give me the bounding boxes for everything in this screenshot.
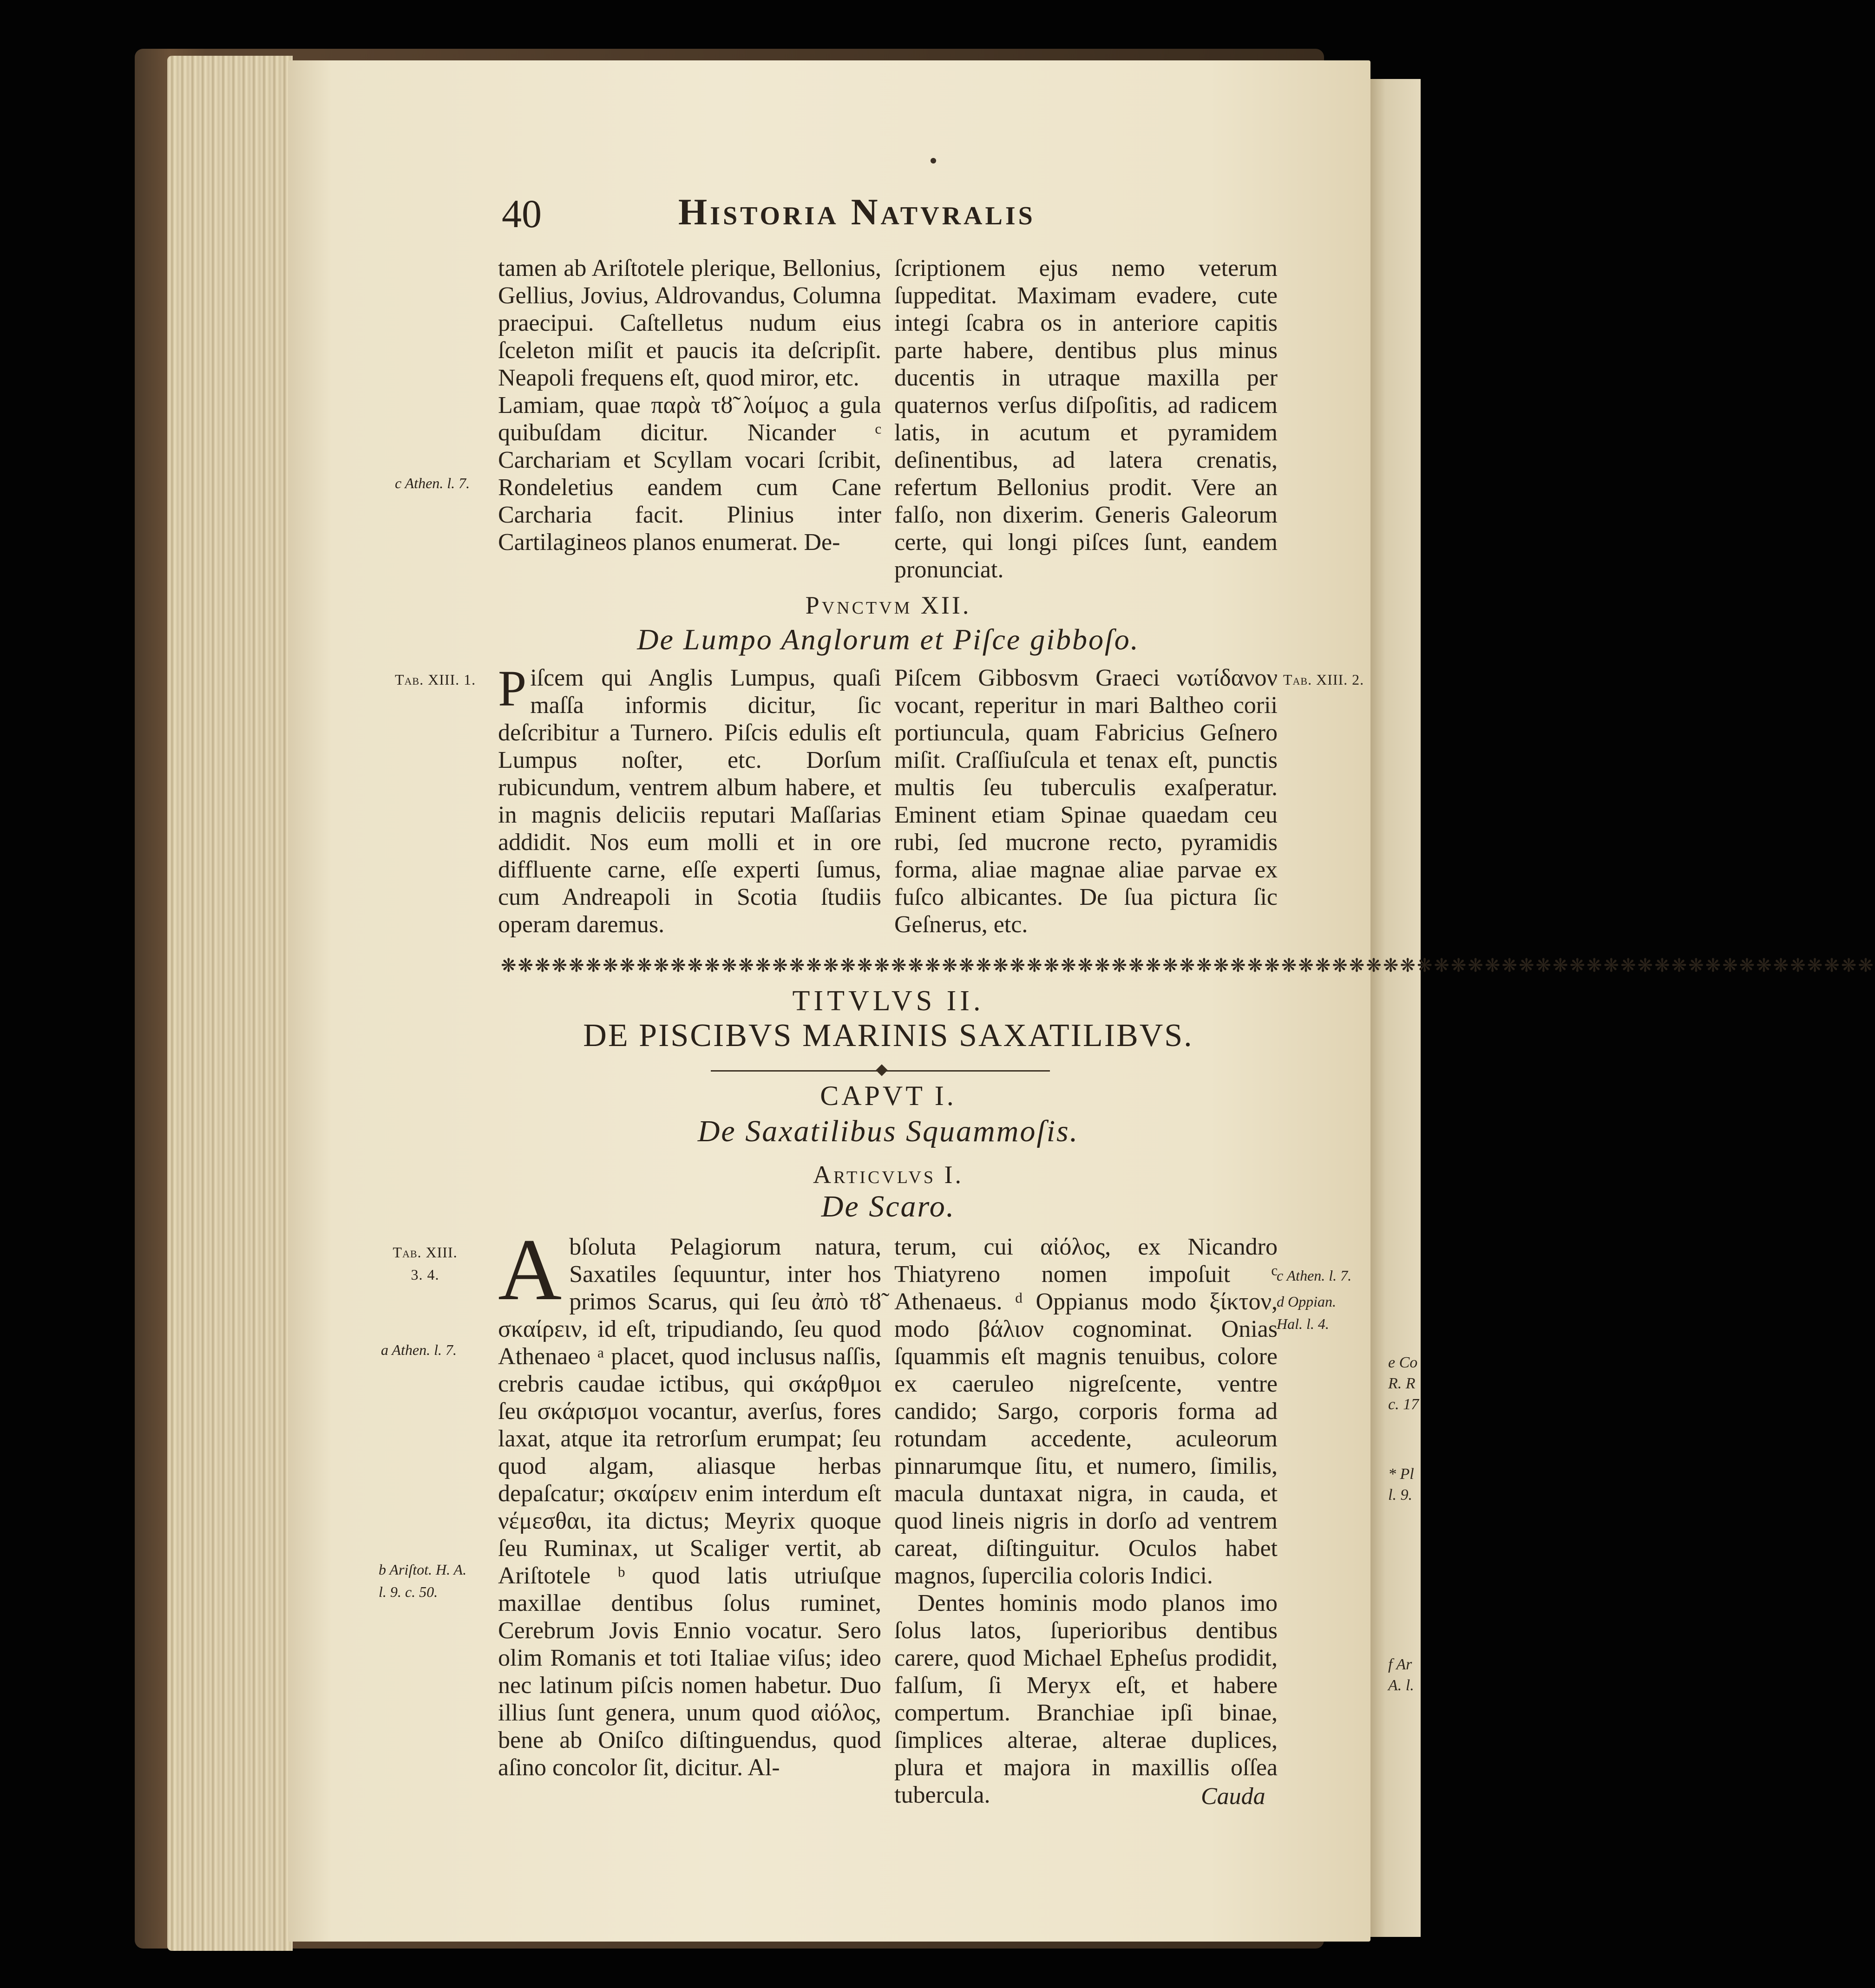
top-left-column (498, 255, 881, 556)
margin-note: Tab. XIII. 3. 4. (393, 1244, 458, 1283)
margin-note: Tab. XIII. 2. (1283, 671, 1364, 688)
margin-note: c Athen. l. 7. (395, 475, 470, 491)
paragraph: bſoluta Pelagiorum natura, Saxatiles ſequuntur, inter hos primos Scarus, qui ſeu ἀπὸ τȣ̃ σκαίρειν, id eſt, tripudiando, ſeu quod Athenaeo ᵃ placet, quod inclusus naſſis, crebris caudae ictibus, qui σκάρθμοι ſeu σκάρισμοι vocantur, averſus, fores laxat, atque ita retrorſum erumpat; ſeu quod algam, aliasque herbas depaſcatur; σκαίρειν enim interdum eſt νέμεσθαι, ita dictus; Meyrix quoque ſeu Ruminax, ut Scaliger vertit, ab Ariſtotele ᵇ quod latis utriuſque maxillae dentibus ſolus ruminet, Cerebrum Jovis Ennio vocatur. Sero olim Romanis et toti Italiae viſus; ideo nec latinum piſcis nomen habetur. Duo illius ſunt genera, unum quod αἰόλος, bene ab Oniſco diſtinguendus, quod aſino concolor ſit, dicitur. Al- (498, 1234, 881, 1781)
margin-note: d Oppian. Hal. l. 4. (1277, 1293, 1336, 1332)
scarus-right-column (894, 1233, 1278, 1809)
top-right-column (894, 255, 1278, 583)
facing-note: A. l. (1388, 1677, 1414, 1694)
running-head (492, 190, 1115, 242)
titulus-title: DE PISCIBVS MARINIS SAXATILIBVS. (583, 1018, 1193, 1053)
lumpus-left-column (498, 660, 881, 938)
facing-note: R. R (1388, 1375, 1416, 1392)
scarus-left-column (498, 1221, 881, 1781)
articulus-label: Articvlvs I. (813, 1161, 964, 1189)
paragraph-dentes: Dentes hominis modo planos imo ſolus latos, ſuperioribus dentibus carere, quod Michael Epheſus prodidit, falſum, ſi Meryx eſt, et habere compertum. Branchiae ipſi binae, ſimplices alterae, alterae duplices, plura et majora in maxillis oſſea tubercula. (894, 1590, 1278, 1808)
running-title: Historia Natvralis (678, 192, 1036, 233)
paragraph: tamen ab Ariſtotele plerique, Bellonius, Gellius, Jovius, Aldrovandus, Columna praecipui. Caſtelletus nudum eius ſceleton miſit et paucis ita deſcripſit. Neapoli frequens eſt, quod miror, etc. (498, 255, 881, 391)
section-label: Pvnctvm XII. (805, 591, 971, 619)
paragraph: ſcriptionem ejus nemo veterum ſuppeditat. Maximam evadere, cute integi ſcabra os in anteriore capitis parte habere, dentibus plus minus ducentis in utraque maxilla per quaternos verſus diſpoſitis, ad radicem latis, in acutum et pyramidem deſinentibus, ad latera crenatis, refertum Bellonius prodit. Vere an falſo, non dixerim. Generis Galeorum certe, qui longi piſces ſunt, eandem pronunciat. (894, 255, 1278, 583)
articulus-title: De Scaro. (821, 1190, 956, 1223)
facing-note: f Ar (1388, 1656, 1412, 1673)
printer-dot (931, 158, 936, 163)
paragraph: iſcem qui Anglis Lumpus, quaſi maſſa informis dicitur, ſic deſcribitur a Turnero. Piſcis edulis eſt Lumpus noſter, etc. Dorſum rubicundum, ventrem album habere, et in magnis deliciis reputari Maſſarias addidit. Nos eum molli et in ore diffluente carne, eſſe experti ſumus, cum Andreapoli in Scotia ſtudiis operam daremus. (498, 665, 881, 938)
catchword: Cauda (1201, 1783, 1265, 1810)
drop-cap: A (498, 1221, 562, 1319)
caput-label: CAPVT I. (820, 1080, 957, 1111)
facing-note: l. 9. (1388, 1486, 1412, 1504)
drop-cap: P (498, 660, 527, 717)
titulus-label: TITVLVS II. (792, 985, 984, 1017)
ornamental-rule: ❋❋❋❋❋❋❋❋❋❋❋❋❋❋❋❋❋❋❋❋❋❋❋❋❋❋❋❋❋❋❋❋❋❋❋❋❋❋❋❋❋❋❋❋❋❋❋❋❋❋❋❋❋❋❋❋❋❋❋❋❋❋❋❋❋❋❋❋❋❋❋❋❋❋❋❋❋❋❋❋❋ (501, 955, 1875, 976)
margin-note: b Ariſtot. H. A. l. 9. c. 50. (379, 1561, 467, 1600)
facing-note: c. 17 (1388, 1396, 1419, 1413)
margin-note: Tab. XIII. 1. (395, 671, 476, 688)
margin-note: a Athen. l. 7. (381, 1341, 457, 1358)
page-number: 40 (502, 191, 542, 236)
facing-note: * Pl (1388, 1465, 1414, 1483)
lumpus-right-column (894, 664, 1278, 938)
caput-title: De Saxatilibus Squammoſis. (697, 1114, 1079, 1148)
divider-ornament (876, 1064, 887, 1076)
section-title: De Lumpo Anglorum et Piſce gibboſo. (637, 623, 1140, 656)
paragraph: terum, cui αἰόλος, ex Nicandro Thiatyreno nomen impoſuit ᶜ Athenaeus. ᵈ Oppianus modo ξίκτον, modo βάλιον cognominat. Onias ſquammis eſt magnis tenuibus, colore ex caeruleo nigreſcente, ventre candido; Sargo, corporis forma ad rotundam accedente, aculeorum pinnarumque ſitu, et numero, ſimilis, macula duntaxat nigra, in cauda, et quod lineis nigris in dorſo ad ventrem careat, diſtinguitur. Oculos habet magnos, ſupercilia coloris Indici. (894, 1234, 1278, 1589)
paragraph-lamia: Lamiam, quae παρὰ τȣ̃ λοίμος a gula quibuſdam dicitur. Nicander ᶜ Carchariam et Scyllam vocari ſcribit, Rondeletius eandem cum Cane Carcharia facit. Plinius inter Cartilagineos planos enumerat. De- (498, 392, 881, 556)
paragraph: Piſcem Gibbosvm Graeci νωτίδανον vocant, reperitur in mari Baltheo corii portiuncula, quam Fabricius Geſnero miſit. Craſſiuſcula et tenax eſt, punctis multis ſeu tuberculis exaſperatur. Eminent etiam Spinae quaedam ceu rubi, ſed mucrone recto, pyramidis forma, aliae magnae aliae parvae ex fuſco albicantes. De ſua pictura ſic Geſnerus, etc. (894, 665, 1278, 938)
facing-note: e Co (1388, 1354, 1418, 1371)
margin-note: c Athen. l. 7. (1277, 1267, 1352, 1284)
